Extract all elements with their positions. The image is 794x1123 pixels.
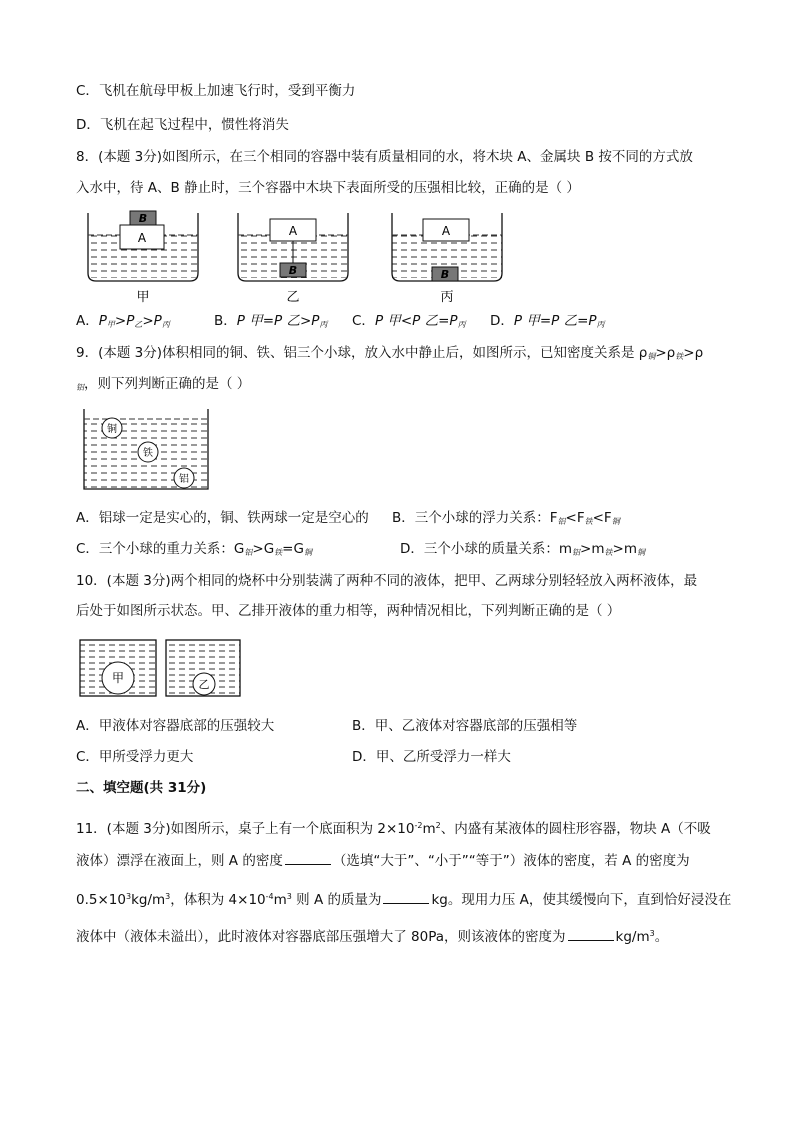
q11-line4-b: kg/m bbox=[615, 929, 650, 945]
q8-container-jia bbox=[88, 211, 198, 281]
q9-option-b-sub2: 铁 bbox=[584, 517, 593, 526]
q8-stem-line1: 8．(本题 3分)如图所示，在三个相同的容器中装有质量相同的水，将木块 A、金属块 B 按不同的方式放 bbox=[76, 149, 693, 165]
q9-option-d-sub2: 铁 bbox=[604, 548, 613, 557]
q11-line2 bbox=[76, 852, 690, 870]
q9-option-c-op1: >G bbox=[252, 541, 275, 557]
q11-line3-f: kg。现用力压 A，使其缓慢向下，直到恰好浸没在 bbox=[431, 892, 732, 908]
q8-block-b-2-label: B bbox=[288, 264, 298, 277]
q11-line1-sup2: 2 bbox=[435, 821, 441, 830]
q9-stem-line1 bbox=[76, 344, 703, 366]
q7-option-d: D．飞机在起飞过程中，惯性将消失 bbox=[76, 117, 289, 133]
q9-ball-iron-label: 铁 bbox=[143, 448, 153, 459]
q8-option-c-sub: 丙 bbox=[457, 320, 466, 329]
q8-figure bbox=[80, 205, 510, 309]
q8-label-jia: 甲 bbox=[136, 290, 150, 305]
q11-line3-sup3: -4 bbox=[265, 892, 274, 901]
q9-option-b-op1: <F bbox=[565, 510, 585, 526]
q8-option-b-text: P 甲=P 乙>P bbox=[236, 313, 320, 329]
q11-line3-sup4: 3 bbox=[286, 892, 292, 901]
q8-option-a-sub1: 甲 bbox=[106, 320, 115, 329]
q8-block-b-3-label: B bbox=[440, 268, 450, 281]
q9-stem-line2-text: ，则下列判断正确的是（ ） bbox=[84, 376, 251, 392]
q11-line3-sup2: 3 bbox=[165, 892, 171, 901]
q8-label-bing: 丙 bbox=[440, 290, 454, 305]
q11-line3-b: kg/m bbox=[131, 892, 166, 908]
q9-option-d-op2: >m bbox=[612, 541, 637, 557]
q8-option-c-prefix: C． bbox=[352, 313, 375, 329]
q9-sub-1: 铜 bbox=[647, 352, 656, 361]
q11-line2-b: （选填“大于”、“小于”“等于”）液体的密度，若 A 的密度为 bbox=[332, 853, 690, 869]
q11-line4 bbox=[76, 925, 668, 946]
q11-line3-d: m bbox=[273, 892, 287, 908]
q9-sub-3: 铝 bbox=[76, 383, 84, 392]
q10-stem-line2: 后处于如图所示状态。甲、乙排开液体的重力相等，两种情况相比，下列判断正确的是（ ） bbox=[76, 603, 621, 619]
q9-option-b-text: B．三个小球的浮力关系：F bbox=[392, 510, 558, 526]
q9-op-1: >ρ bbox=[655, 345, 676, 361]
q9-figure bbox=[80, 407, 212, 493]
q8-option-a bbox=[76, 312, 170, 334]
q11-line3-sup1: 3 bbox=[125, 892, 132, 901]
q10-figure bbox=[78, 636, 244, 700]
q8-option-c-text: P 甲<P 乙=P bbox=[374, 313, 458, 329]
q8-block-a-1-label: A bbox=[137, 231, 147, 245]
q11-blank-mass[interactable] bbox=[383, 891, 429, 904]
q10-stem-line1: 10．(本题 3分)两个相同的烧杯中分别装满了两种不同的液体，把甲、乙两球分别轻轻放入两杯液体，最 bbox=[76, 573, 698, 589]
q8-stem-line2: 入水中，待 A、B 静止时，三个容器中木块下表面所受的压强相比较，正确的是（ ） bbox=[76, 180, 580, 196]
q8-option-d-sub: 丙 bbox=[596, 320, 605, 329]
q9-option-b-sub3: 铜 bbox=[611, 517, 620, 526]
q11-line3-c: ，体积为 4×10 bbox=[170, 892, 266, 908]
q11-line1-sup1: -2 bbox=[414, 821, 423, 830]
q8-option-a-p: P bbox=[98, 313, 107, 329]
q9-option-c-sub3: 铜 bbox=[303, 548, 312, 557]
q8-option-a-op1: >P bbox=[114, 313, 135, 329]
q7-option-c: C．飞机在航母甲板上加速飞行时，受到平衡力 bbox=[76, 83, 356, 99]
q9-ball-aluminum-label: 铝 bbox=[179, 474, 189, 485]
q9-option-b-sub1: 铝 bbox=[557, 517, 566, 526]
q8-option-a-op2: >P bbox=[142, 313, 162, 329]
q11-line1-c: 、内盛有某液体的圆柱形容器，物块 A（不吸 bbox=[440, 821, 711, 837]
q11-line2-a: 液体）漂浮在液面上，则 A 的密度 bbox=[76, 853, 283, 869]
q9-option-b-op2: <F bbox=[592, 510, 612, 526]
q11-line1-b: m bbox=[422, 821, 436, 837]
q9-sub-2: 铁 bbox=[675, 352, 684, 361]
q10-option-a: A．甲液体对容器底部的压强较大 bbox=[76, 718, 275, 734]
q10-ball-yi-label: 乙 bbox=[198, 678, 210, 691]
q8-option-d bbox=[490, 312, 605, 334]
q9-option-c-sub1: 铝 bbox=[244, 548, 253, 557]
q8-option-b-prefix: B． bbox=[214, 313, 237, 329]
q9-option-c-text: C．三个小球的重力关系：G bbox=[76, 541, 245, 557]
q8-option-b-sub: 丙 bbox=[319, 320, 328, 329]
q11-blank-density-compare[interactable] bbox=[285, 852, 331, 865]
q8-option-b bbox=[214, 312, 327, 334]
q10-option-b: B．甲、乙液体对容器底部的压强相等 bbox=[352, 718, 578, 734]
q8-option-c bbox=[352, 312, 466, 334]
q9-option-a: A．铝球一定是实心的，铜、铁两球一定是空心的 bbox=[76, 510, 369, 526]
q11-line1-a: 11．(本题 3分)如图所示，桌子上有一个底面积为 2×10 bbox=[76, 821, 415, 837]
q9-option-d-sub1: 铝 bbox=[572, 548, 581, 557]
q10-option-c: C．甲所受浮力更大 bbox=[76, 749, 194, 765]
q10-beaker-jia bbox=[80, 640, 156, 696]
q9-option-c bbox=[76, 540, 312, 562]
q11-line4-sup: 3 bbox=[649, 929, 655, 938]
q8-option-a-sub2: 乙 bbox=[134, 320, 143, 329]
q8-block-a-3-label: A bbox=[441, 224, 451, 238]
q9-option-d-text: D．三个小球的质量关系：m bbox=[400, 541, 573, 557]
q9-option-c-op2: =G bbox=[282, 541, 304, 557]
q9-option-b bbox=[392, 509, 620, 531]
q10-option-d: D．甲、乙所受浮力一样大 bbox=[352, 749, 511, 765]
q9-stem-line1-text: 9．(本题 3分)体积相同的铜、铁、铝三个小球，放入水中静止后，如图所示，已知密度关系是 ρ bbox=[76, 345, 648, 361]
q9-op-2: >ρ bbox=[683, 345, 704, 361]
q8-option-d-text: P 甲=P 乙=P bbox=[513, 313, 597, 329]
section-heading-fill-in: 二、填空题(共 31分) bbox=[76, 780, 207, 796]
q8-option-d-prefix: D． bbox=[490, 313, 514, 329]
q9-option-d-op1: >m bbox=[580, 541, 605, 557]
q10-beaker-yi bbox=[166, 640, 240, 696]
q9-option-d bbox=[400, 540, 645, 562]
q9-option-d-sub3: 铜 bbox=[636, 548, 645, 557]
q10-ball-jia-label: 甲 bbox=[111, 671, 125, 685]
q9-option-c-sub2: 铁 bbox=[274, 548, 283, 557]
q11-line4-c: 。 bbox=[654, 929, 669, 945]
q9-stem-line2 bbox=[76, 375, 250, 397]
q8-container-bing bbox=[392, 213, 502, 281]
q8-block-a-2-label: A bbox=[288, 224, 298, 238]
q8-container-yi bbox=[238, 213, 348, 281]
q11-line1 bbox=[76, 817, 711, 838]
q11-line3 bbox=[76, 888, 731, 909]
q11-line3-e: 则 A 的质量为 bbox=[291, 892, 382, 908]
q8-label-yi: 乙 bbox=[286, 290, 300, 305]
q11-line3-a: 0.5×10 bbox=[76, 892, 126, 908]
q8-option-a-prefix: A． bbox=[76, 313, 99, 329]
q8-option-a-sub3: 丙 bbox=[161, 320, 170, 329]
q11-blank-liquid-density[interactable] bbox=[568, 928, 614, 941]
q11-line4-a: 液体中（液体未溢出），此时液体对容器底部压强增大了 80Pa，则该液体的密度为 bbox=[76, 929, 566, 945]
q9-ball-copper-label: 铜 bbox=[107, 424, 117, 435]
q8-block-b-1-label: B bbox=[138, 212, 148, 225]
